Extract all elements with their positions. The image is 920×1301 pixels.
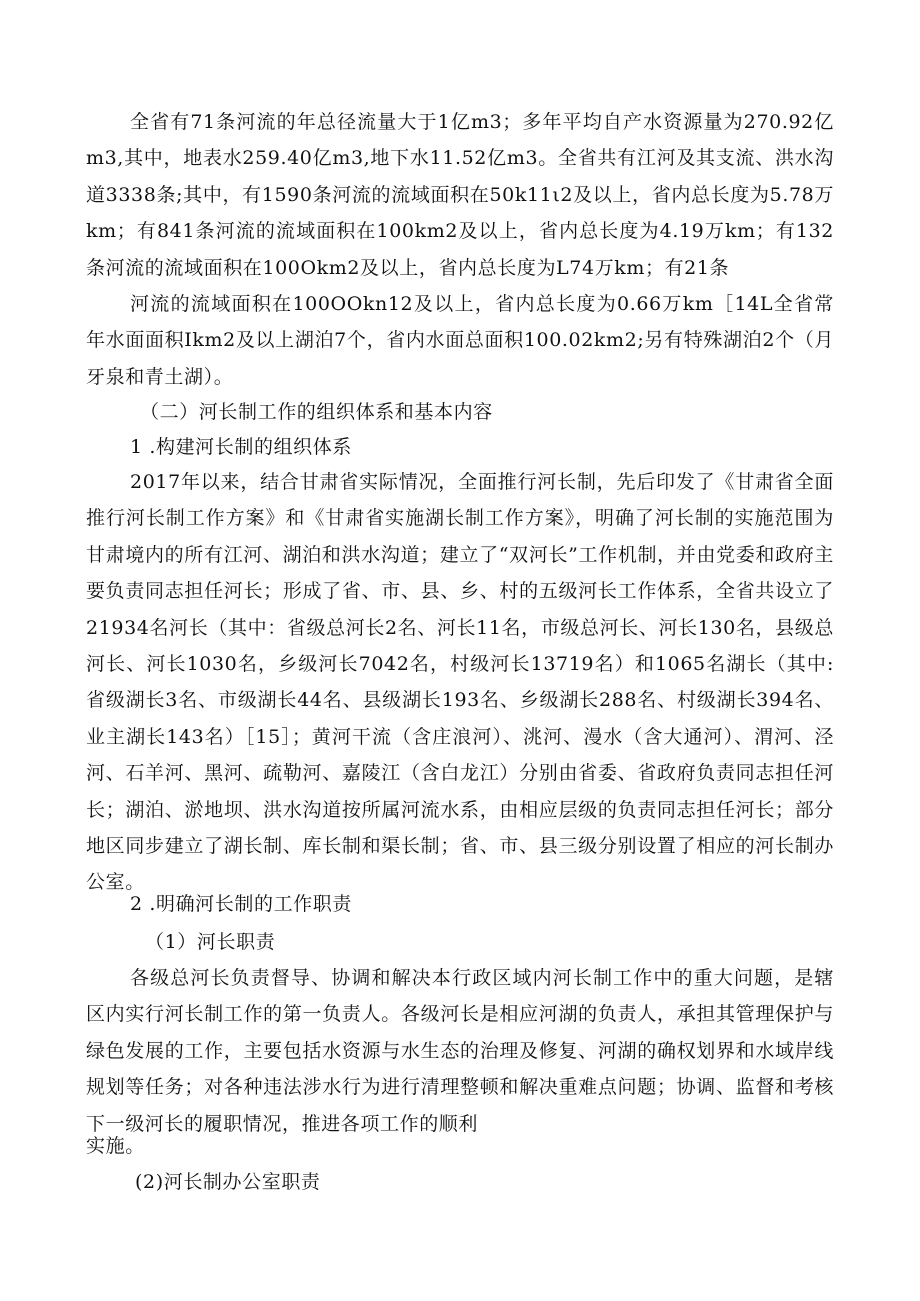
item-heading-duties: 2 .明确河长制的工作职责 xyxy=(130,893,352,915)
subheading-river-chief-duties: （1）河长职责 xyxy=(145,931,276,953)
item-heading-build-system: 1 .构建河长制的组织体系 xyxy=(130,436,352,458)
paragraph-continuation: 实施。 xyxy=(86,1135,145,1157)
paragraph-organization-system: 2017年以来，结合甘肃省实际情况，全面推行河长制，先后印发了《甘肃省全面推行河长制工作方案》和《甘肃省实施湖长制工作方案》，明确了河长制的实施范围为甘肃境内的所有江河、湖泊和洪水沟道；建立了“双河长”工作机制，并由党委和政府主要负责同志担任河长；形成了省、市、县、乡、村的五级河长工作体系，全省共设立了21934名河长（其中：省级总河长2名、河长11名，市级总河长、河长130名，县级总河长、河长1030名，乡级河长7042名，村级河长13719名）和1065名湖长（其中:省级湖长3名、市级湖长44名、县级湖长193名、乡级湖长288名、村级湖长394名、业主湖长143名）［15］；黄河干流（含庄浪河）、洮河、漫水（含大通河）、渭河、泾河、石羊河、黑河、疏勒河、嘉陵江（含白龙江）分别由省委、省政府负责同志担任河长；湖泊、淤地坝、洪水沟道按所属河流水系，由相应层级的负责同志担任河长；部分地区同步建立了湖长制、库长制和渠长制；省、市、县三级分别设置了相应的河长制办公室。 xyxy=(86,471,834,894)
paragraph-lake-statistics: 河流的流域面积在100OOkn12及以上，省内总长度为0.66万km［14L全省常年水面面积Ikm2及以上湖泊7个，省内水面总面积100.02km2;另有特殊湖泊2个（月牙泉和青土湖）。 xyxy=(86,293,834,388)
subheading-office-duties: (2)河长制办公室职责 xyxy=(135,1171,321,1193)
section-heading-organization: （二）河长制工作的组织体系和基本内容 xyxy=(140,401,493,423)
paragraph-river-chief-duties: 各级总河长负责督导、协调和解决本行政区域内河长制工作中的重大问题，是辖区内实行河长制工作的第一负责人。各级河长是相应河湖的负责人，承担其管理保护与绿色发展的工作，主要包括水资源与水生态的治理及修复、河湖的确权划界和水域岸线规划等任务；对各种违法涉水行为进行清理整顿和解决重难点问题；协调、监督和考核下一级河长的履职情况，推进各项工作的顺利 xyxy=(86,967,834,1135)
paragraph-river-statistics: 全省有71条河流的年总径流量大于1亿m3；多年平均自产水资源量为270.92亿m3,其中，地表水259.40亿m3,地下水11.52亿m3。全省共有江河及其支流、洪水沟道3338条;其中，有1590条河流的流域面积在50k11ι2及以上，省内总长度为5.78万km；有841条河流的流域面积在100km2及以上，省内总长度为4.19万km；有132条河流的流域面积在100Okm2及以上，省内总长度为L74万km；有21条 xyxy=(86,111,834,279)
